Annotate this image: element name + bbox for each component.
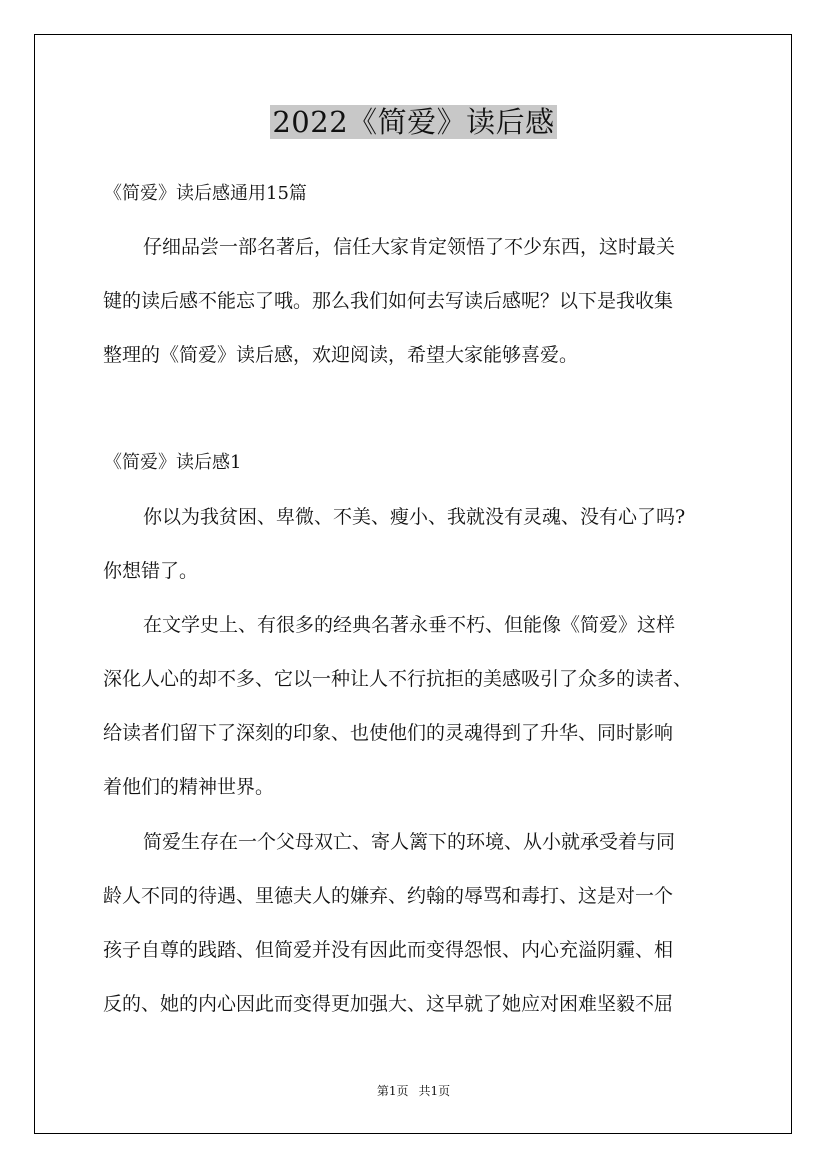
page-number: 第1页 (376, 1084, 409, 1098)
paragraph2-line-4: 着他们的精神世界。 (103, 776, 275, 798)
paragraph3-line-3: 孩子自尊的践踏、但简爱并没有因此而变得怨恨、内心充溢阴霾、相 (103, 939, 674, 961)
intro-line-3: 整理的《简爱》读后感，欢迎阅读，希望大家能够喜爱。 (103, 344, 579, 366)
page-footer (0, 1082, 827, 1100)
paragraph2-line-2: 深化人心的却不多、它以一种让人不行抗拒的美感吸引了众多的读者、 (103, 668, 693, 690)
paragraph3-line-1: 简爱生存在一个父母双亡、寄人篱下的环境、从小就承受着与同 (143, 831, 676, 853)
intro-line-1: 仔细品尝一部名著后，信任大家肯定领悟了不少东西，这时最关 (143, 236, 676, 258)
intro-line-2: 键的读后感不能忘了哦。那么我们如何去写读后感呢？以下是我收集 (103, 290, 674, 312)
document-subtitle: 《简爱》读后感通用15篇 (104, 183, 307, 204)
paragraph1-line-2: 你想错了。 (103, 560, 199, 582)
paragraph2-line-3: 给读者们留下了深刻的印象、也使他们的灵魂得到了升华、同时影响 (103, 722, 674, 744)
paragraph1-line-1: 你以为我贫困、卑微、不美、瘦小、我就没有灵魂、没有心了吗? (143, 506, 686, 528)
paragraph2-line-1: 在文学史上、有很多的经典名著永垂不朽、但能像《简爱》这样 (143, 614, 676, 636)
paragraph3-line-4: 反的、她的内心因此而变得更加强大、这早就了她应对困难坚毅不屈 (103, 993, 674, 1015)
section-heading: 《简爱》读后感1 (104, 452, 242, 473)
page-total: 共1页 (418, 1084, 451, 1098)
document-title: 2022《简爱》读后感 (272, 105, 555, 139)
paragraph3-line-2: 龄人不同的待遇、里德夫人的嫌弃、约翰的辱骂和毒打、这是对一个 (103, 885, 674, 907)
